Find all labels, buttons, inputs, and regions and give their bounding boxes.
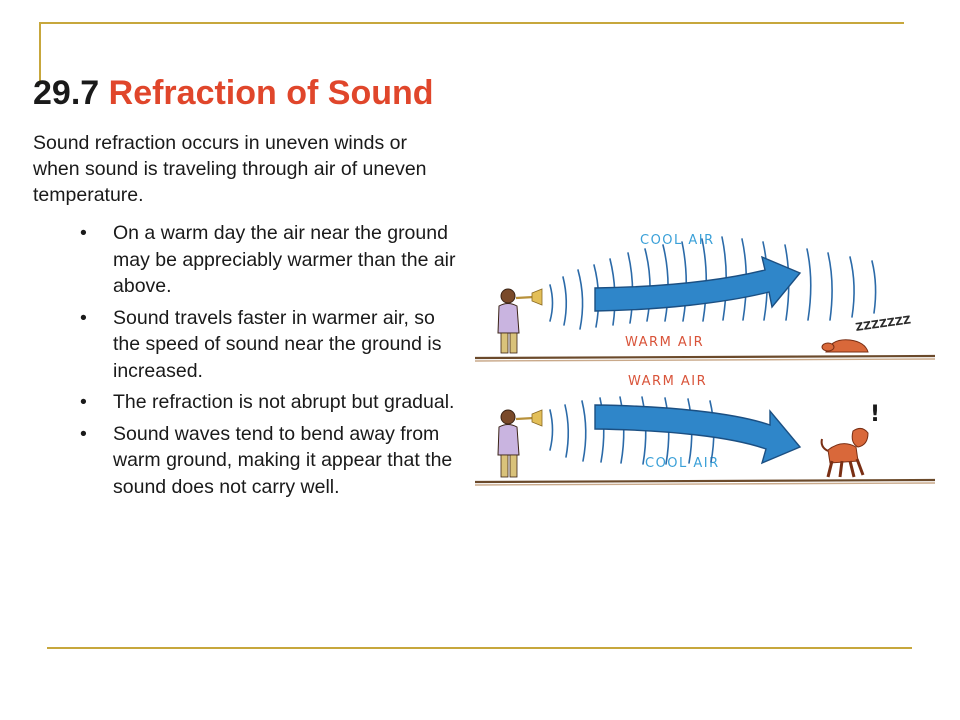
bottom-warm-air-label: WARM AIR [628,374,708,389]
top-warm-air-label: WARM AIR [625,335,705,350]
top-sound-arrow [595,257,800,311]
title-text: Refraction of Sound [108,74,434,112]
bullet-dot: • [80,222,87,244]
frame-left-line [39,22,41,82]
bottom-panel [475,374,935,485]
frame-bottom-line [47,647,912,649]
alert-exclamation: ! [870,402,881,427]
bottom-trumpet-player [498,410,542,477]
title-number: 29.7 [33,74,100,112]
bullet-text: Sound waves tend to bend away from warm ground, making it appear that the sound does not carry well. [113,422,453,498]
bullet-text: On a warm day the air near the ground may be appreciably warmer than the air above. [113,222,456,297]
top-trumpet-player [498,289,542,353]
alert-dog-icon [822,428,868,477]
sleep-zzz: ZZZZZZZ [854,313,912,334]
top-panel [475,233,935,361]
bottom-cool-air-label: COOL AIR [645,456,720,471]
bullet-dot: • [80,391,87,413]
refraction-illustration [470,225,940,490]
bottom-ground-line [475,480,935,482]
intro-paragraph: Sound refraction occurs in uneven winds or when sound is traveling through air of uneven temperature. [33,132,427,206]
sleeping-dog-icon [822,340,868,352]
top-cool-air-label: COOL AIR [640,233,715,248]
slide-title [33,74,434,113]
bullet-item [80,421,460,501]
bullet-item [80,305,460,385]
frame-top-line [39,22,904,24]
bullet-item [80,220,460,300]
bullet-text: Sound travels faster in warmer air, so the speed of sound near the ground is increased. [113,306,442,382]
bullet-dot: • [80,306,87,329]
bullet-dot: • [80,422,87,445]
top-ground-line [475,356,935,358]
bullet-text: The refraction is not abrupt but gradual. [113,391,455,413]
bullet-list [80,220,460,505]
bullet-item [80,389,460,416]
bottom-sound-arrow [595,405,800,463]
